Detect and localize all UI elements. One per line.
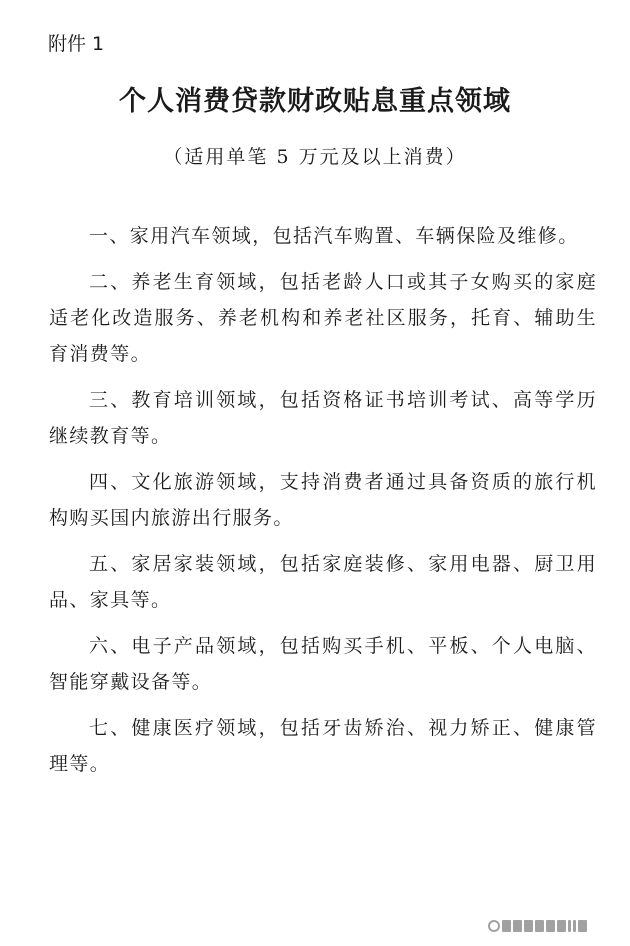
document-title: 个人消费贷款财政贴息重点领域 — [119, 86, 511, 117]
paragraph-5: 五、家居家装领域，包括家庭装修、家用电器、厨卫用品、家具等。 — [49, 553, 597, 611]
watermark-glyph — [546, 920, 555, 932]
document-subtitle: （适用单笔 5 万元及以上消费） — [163, 146, 467, 168]
watermark-glyph — [557, 920, 566, 932]
watermark-glyph — [513, 920, 522, 932]
annex-label: 附件 1 — [48, 33, 105, 55]
paragraph-2: 二、养老生育领域，包括老龄人口或其子女购买的家庭适老化改造服务、养老机构和养老社区服务，托育、辅助生育消费等。 — [49, 271, 597, 365]
watermark-glyph — [535, 920, 544, 932]
watermark-glyph — [524, 920, 533, 932]
paragraph-1: 一、家用汽车领域，包括汽车购置、车辆保险及维修。 — [89, 225, 579, 247]
document-body — [49, 218, 597, 792]
watermark-glyph — [578, 920, 587, 932]
paragraph-6: 六、电子产品领域，包括购买手机、平板、个人电脑、智能穿戴设备等。 — [49, 635, 597, 693]
watermark-circle-icon — [488, 920, 500, 932]
paragraph-7: 七、健康医疗领域，包括牙齿矫治、视力矫正、健康管理等。 — [49, 717, 597, 775]
watermark-logo-icon — [488, 918, 616, 934]
paragraph-3: 三、教育培训领域，包括资格证书培训考试、高等学历继续教育等。 — [49, 389, 597, 447]
watermark-glyph — [502, 920, 511, 932]
watermark-glyph — [568, 920, 571, 932]
watermark-glyph — [573, 920, 576, 932]
paragraph-4: 四、文化旅游领域，支持消费者通过具备资质的旅行机构购买国内旅游出行服务。 — [49, 471, 597, 529]
